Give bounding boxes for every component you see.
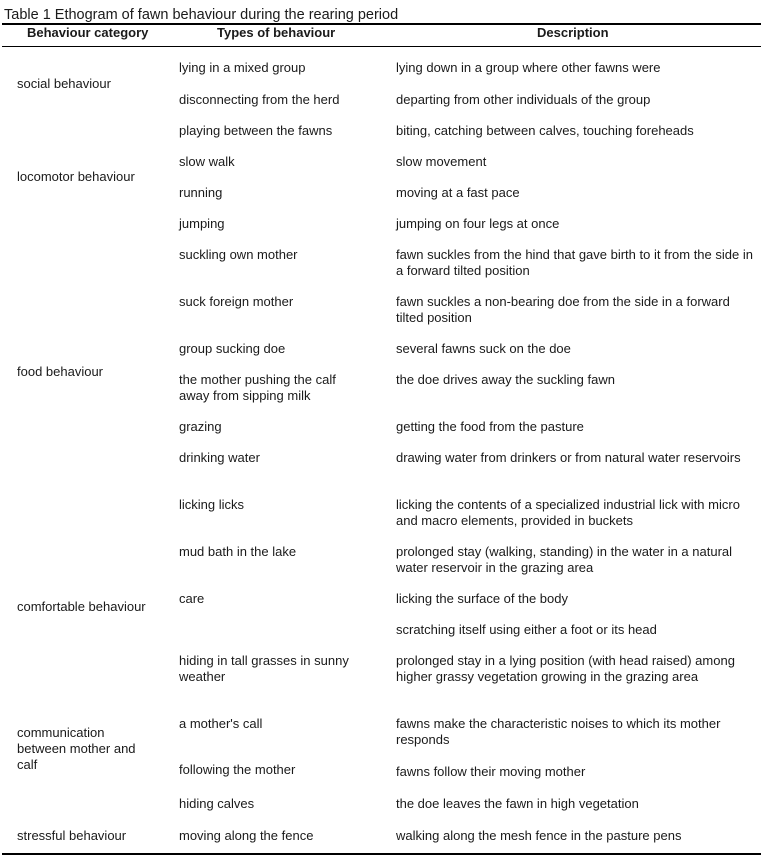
- behaviour-description: prolonged stay in a lying position (with head raised) among higher grassy vegetation growing in the grazing area: [396, 653, 735, 684]
- behaviour-description: moving at a fast pace: [396, 185, 520, 200]
- behaviour-type: jumping: [179, 216, 225, 231]
- behaviour-description: licking the contents of a specialized industrial lick with micro and macro elements, provided in buckets: [396, 497, 740, 528]
- behaviour-description: scratching itself using either a foot or its head: [396, 622, 657, 637]
- behaviour-type: lying in a mixed group: [179, 60, 306, 75]
- behaviour-type: running: [179, 185, 223, 200]
- behaviour-type: group sucking doe: [179, 341, 286, 356]
- behaviour-description: prolonged stay (walking, standing) in the water in a natural water reservoir in the grazing area: [396, 544, 733, 575]
- header-types-of-behaviour: Types of behaviour: [217, 25, 336, 40]
- category-communication: communication between mother and calf: [17, 725, 136, 772]
- behaviour-type: suck foreign mother: [179, 294, 294, 309]
- behaviour-type: grazing: [179, 419, 222, 434]
- behaviour-type: a mother's call: [179, 716, 263, 731]
- category-social: social behaviour: [17, 76, 111, 91]
- behaviour-type: mud bath in the lake: [179, 544, 297, 559]
- behaviour-type: following the mother: [179, 762, 296, 777]
- category-comfortable: comfortable behaviour: [17, 599, 146, 614]
- header-description: Description: [537, 25, 609, 40]
- behaviour-description: slow movement: [396, 154, 487, 169]
- behaviour-description: biting, catching between calves, touching foreheads: [396, 123, 694, 138]
- behaviour-type: moving along the fence: [179, 828, 314, 843]
- category-locomotor: locomotor behaviour: [17, 169, 135, 184]
- behaviour-description: fawns make the characteristic noises to which its mother responds: [396, 716, 721, 747]
- behaviour-type: licking licks: [179, 497, 245, 512]
- behaviour-type: care: [179, 591, 205, 606]
- behaviour-type: hiding in tall grasses in sunny weather: [179, 653, 349, 684]
- header-rule: [2, 46, 761, 47]
- behaviour-type: the mother pushing the calf away from sipping milk: [179, 372, 336, 403]
- behaviour-type: suckling own mother: [179, 247, 298, 262]
- behaviour-description: departing from other individuals of the group: [396, 92, 651, 107]
- behaviour-description: licking the surface of the body: [396, 591, 568, 606]
- table-caption: Table 1 Ethogram of fawn behaviour during the rearing period: [4, 7, 399, 23]
- behaviour-description: jumping on four legs at once: [396, 216, 560, 231]
- bottom-rule: [2, 853, 761, 855]
- behaviour-type: hiding calves: [179, 796, 255, 811]
- behaviour-description: drawing water from drinkers or from natural water reservoirs: [396, 450, 741, 465]
- behaviour-description: several fawns suck on the doe: [396, 341, 571, 356]
- category-stressful: stressful behaviour: [17, 828, 127, 843]
- category-food: food behaviour: [17, 364, 104, 379]
- behaviour-description: walking along the mesh fence in the pasture pens: [396, 828, 682, 843]
- behaviour-description: the doe leaves the fawn in high vegetation: [396, 796, 639, 811]
- behaviour-description: fawn suckles from the hind that gave birth to it from the side in a forward tilted position: [396, 247, 753, 278]
- behaviour-description: lying down in a group where other fawns were: [396, 60, 661, 75]
- header-behaviour-category: Behaviour category: [27, 25, 149, 40]
- behaviour-type: drinking water: [179, 450, 260, 465]
- behaviour-type: disconnecting from the herd: [179, 92, 340, 107]
- behaviour-type: playing between the fawns: [179, 123, 333, 138]
- behaviour-description: fawns follow their moving mother: [396, 764, 586, 779]
- behaviour-description: getting the food from the pasture: [396, 419, 584, 434]
- behaviour-description: fawn suckles a non-bearing doe from the side in a forward tilted position: [396, 294, 730, 325]
- behaviour-description: the doe drives away the suckling fawn: [396, 372, 615, 387]
- behaviour-type: slow walk: [179, 154, 235, 169]
